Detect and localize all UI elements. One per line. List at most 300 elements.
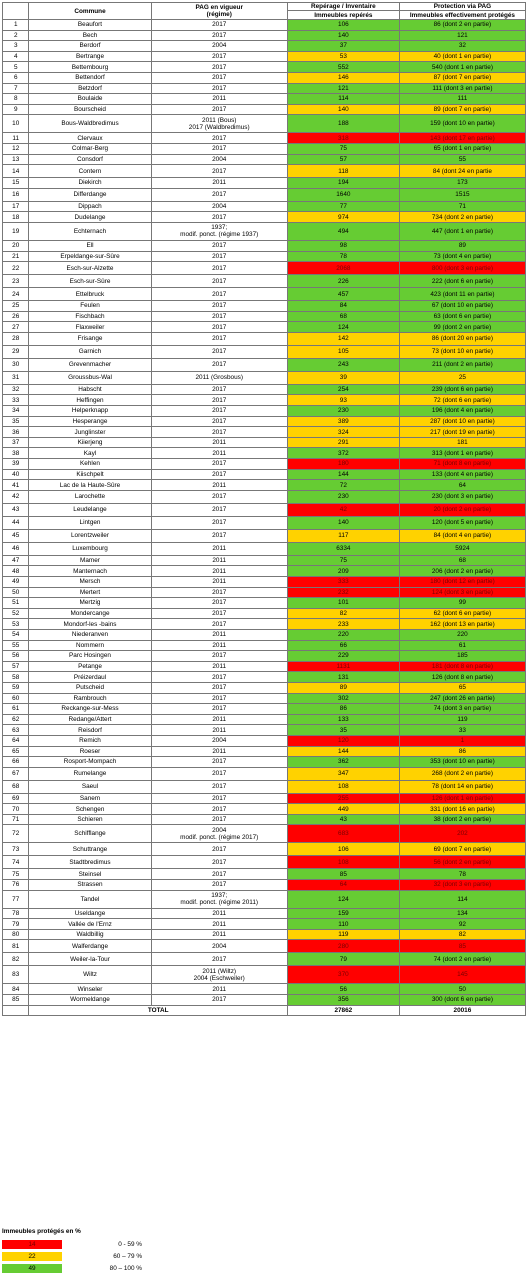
proteges-cell: 62 (dont 6 en partie)	[399, 608, 525, 619]
pag-cell: 2017	[151, 598, 287, 609]
row-number: 76	[3, 880, 29, 891]
row-number: 18	[3, 212, 29, 223]
reperes-cell: 85	[287, 869, 399, 880]
total-row	[3, 1005, 526, 1015]
row-number: 25	[3, 301, 29, 312]
pag-cell: 2017	[151, 587, 287, 598]
row-number: 41	[3, 480, 29, 491]
row-number: 59	[3, 682, 29, 693]
proteges-cell: 86 (dont 20 en partie)	[399, 332, 525, 345]
table-row	[3, 345, 526, 358]
table-row	[3, 311, 526, 322]
pag-cell: 2004	[151, 41, 287, 52]
table-row	[3, 427, 526, 438]
commune-cell: Ettelbruck	[29, 288, 151, 301]
table-row	[3, 83, 526, 94]
row-number: 14	[3, 165, 29, 178]
table-row	[3, 275, 526, 288]
commune-cell: Stadtbredimus	[29, 856, 151, 869]
table-row	[3, 94, 526, 105]
legend	[2, 1228, 302, 1275]
row-number: 78	[3, 908, 29, 919]
pag-cell: 2017	[151, 682, 287, 693]
table-row	[3, 251, 526, 262]
table-row	[3, 587, 526, 598]
proteges-cell: 20 (dont 2 en partie)	[399, 503, 525, 516]
pag-cell: 2017	[151, 288, 287, 301]
commune-cell: Dudelange	[29, 212, 151, 223]
row-number: 37	[3, 437, 29, 448]
row-number: 84	[3, 984, 29, 995]
proteges-cell: 84 (dont 24 en partie	[399, 165, 525, 178]
pag-cell: 2011	[151, 640, 287, 651]
table-row	[3, 735, 526, 746]
proteges-cell: 63 (dont 6 en partie)	[399, 311, 525, 322]
reperes-cell: 86	[287, 704, 399, 715]
reperes-cell: 105	[287, 345, 399, 358]
table-row	[3, 201, 526, 212]
legend-range: 80 – 100 %	[109, 1264, 142, 1272]
reperes-cell: 133	[287, 714, 399, 725]
commune-cell: Contern	[29, 165, 151, 178]
proteges-cell: 40 (dont 1 en partie)	[399, 51, 525, 62]
table-row	[3, 371, 526, 384]
commune-cell: Bourscheid	[29, 104, 151, 115]
reperes-cell: 75	[287, 555, 399, 566]
reperes-cell: 146	[287, 72, 399, 83]
table-row	[3, 598, 526, 609]
header-number	[3, 3, 29, 20]
row-number: 21	[3, 251, 29, 262]
reperes-cell: 180	[287, 459, 399, 470]
legend-swatch: 22	[2, 1252, 62, 1261]
pag-cell: 2017	[151, 619, 287, 630]
commune-cell: Reisdorf	[29, 725, 151, 736]
commune-cell: Mertert	[29, 587, 151, 598]
row-number: 80	[3, 929, 29, 940]
row-number: 4	[3, 51, 29, 62]
table-row	[3, 154, 526, 165]
pag-cell: 2011	[151, 919, 287, 930]
table-row	[3, 929, 526, 940]
proteges-cell: 230 (dont 3 en partie)	[399, 490, 525, 503]
row-number: 3	[3, 41, 29, 52]
header-pag: PAG en vigueur (régime)	[151, 3, 287, 20]
proteges-cell: 217 (dont 19 en partie)	[399, 427, 525, 438]
table-row	[3, 222, 526, 240]
commune-cell: Saeul	[29, 780, 151, 793]
commune-cell: Esch-sur-Sûre	[29, 275, 151, 288]
reperes-cell: 347	[287, 767, 399, 780]
pag-cell: 2017	[151, 793, 287, 804]
pag-cell: 2017	[151, 345, 287, 358]
table-row	[3, 72, 526, 83]
total-label: TOTAL	[29, 1005, 287, 1015]
commune-cell: Ell	[29, 240, 151, 251]
table-row	[3, 856, 526, 869]
pag-cell: 2017	[151, 490, 287, 503]
total-proteges: 20016	[399, 1005, 525, 1015]
reperes-cell: 494	[287, 222, 399, 240]
row-number: 63	[3, 725, 29, 736]
row-number: 49	[3, 577, 29, 588]
row-number: 33	[3, 395, 29, 406]
row-number: 66	[3, 757, 29, 768]
table-row	[3, 804, 526, 815]
commune-cell: Niederanven	[29, 629, 151, 640]
pag-cell: 2017	[151, 51, 287, 62]
pag-cell: 2011	[151, 566, 287, 577]
table-row	[3, 469, 526, 480]
row-number: 24	[3, 288, 29, 301]
reperes-cell: 119	[287, 929, 399, 940]
pag-cell: 2017	[151, 240, 287, 251]
commune-cell: Putscheid	[29, 682, 151, 693]
header-proteges: Immeubles effectivement protégés	[399, 11, 525, 20]
row-number: 20	[3, 240, 29, 251]
proteges-cell: 89 (dont 7 en partie)	[399, 104, 525, 115]
row-number: 83	[3, 966, 29, 984]
table-row	[3, 448, 526, 459]
proteges-cell: 5924	[399, 542, 525, 555]
reperes-cell: 356	[287, 995, 399, 1006]
row-number: 6	[3, 72, 29, 83]
proteges-cell: 74 (dont 3 en partie)	[399, 704, 525, 715]
table-row	[3, 262, 526, 275]
proteges-cell: 126 (dont 8 en partie)	[399, 672, 525, 683]
proteges-cell: 86 (dont 2 en partie)	[399, 20, 525, 31]
table-row	[3, 767, 526, 780]
commune-cell: Diekirch	[29, 178, 151, 189]
reperes-cell: 159	[287, 908, 399, 919]
proteges-cell: 220	[399, 629, 525, 640]
proteges-cell: 1	[399, 735, 525, 746]
table-row	[3, 529, 526, 542]
proteges-cell: 56 (dont 2 en partie)	[399, 856, 525, 869]
commune-cell: Wiltz	[29, 966, 151, 984]
commune-cell: Groussbus-Wal	[29, 371, 151, 384]
proteges-cell: 222 (dont 6 en partie)	[399, 275, 525, 288]
commune-cell: Flaxweiler	[29, 322, 151, 333]
commune-cell: Strassen	[29, 880, 151, 891]
reperes-cell: 370	[287, 966, 399, 984]
row-number: 52	[3, 608, 29, 619]
commune-cell: Luxembourg	[29, 542, 151, 555]
commune-cell: Beaufort	[29, 20, 151, 31]
commune-cell: Habscht	[29, 384, 151, 395]
row-number: 13	[3, 154, 29, 165]
proteges-cell: 239 (dont 6 en partie)	[399, 384, 525, 395]
proteges-cell: 287 (dont 10 en partie)	[399, 416, 525, 427]
proteges-cell: 121	[399, 30, 525, 41]
commune-cell: Leudelange	[29, 503, 151, 516]
reperes-cell: 1640	[287, 188, 399, 201]
table-row	[3, 793, 526, 804]
table-row	[3, 629, 526, 640]
row-number: 42	[3, 490, 29, 503]
table-row	[3, 542, 526, 555]
reperes-cell: 117	[287, 529, 399, 542]
reperes-cell: 78	[287, 251, 399, 262]
proteges-cell: 800 (dont 3 en partie)	[399, 262, 525, 275]
row-number: 58	[3, 672, 29, 683]
proteges-cell: 71	[399, 201, 525, 212]
reperes-cell: 131	[287, 672, 399, 683]
pag-cell: 2017	[151, 995, 287, 1006]
table-row	[3, 890, 526, 908]
table-row	[3, 608, 526, 619]
commune-cell: Mamer	[29, 555, 151, 566]
reperes-cell: 226	[287, 275, 399, 288]
row-number: 2	[3, 30, 29, 41]
reperes-cell: 124	[287, 322, 399, 333]
row-number: 10	[3, 115, 29, 133]
row-number: 51	[3, 598, 29, 609]
legend-item	[2, 1239, 302, 1249]
reperes-cell: 75	[287, 143, 399, 154]
commune-cell: Mertzig	[29, 598, 151, 609]
row-number: 43	[3, 503, 29, 516]
pag-cell: 2011	[151, 746, 287, 757]
pag-cell: 2017	[151, 516, 287, 529]
row-number: 44	[3, 516, 29, 529]
commune-cell: Steinsel	[29, 869, 151, 880]
pag-cell: 2017	[151, 757, 287, 768]
proteges-cell: 92	[399, 919, 525, 930]
table-row	[3, 384, 526, 395]
pag-cell: 2011	[151, 94, 287, 105]
pag-cell: 2017	[151, 251, 287, 262]
legend-title: Immeubles protégés en %	[2, 1228, 81, 1235]
commune-cell: Redange/Attert	[29, 714, 151, 725]
pag-cell: 2017	[151, 416, 287, 427]
table-row	[3, 104, 526, 115]
pag-cell: 1937; modif. ponct. (régime 1937)	[151, 222, 287, 240]
commune-cell: Consdorf	[29, 154, 151, 165]
reperes-cell: 57	[287, 154, 399, 165]
row-number: 61	[3, 704, 29, 715]
pag-cell: 2017	[151, 20, 287, 31]
proteges-cell: 32	[399, 41, 525, 52]
proteges-cell: 133 (dont 4 en partie)	[399, 469, 525, 480]
commune-cell: Colmar-Berg	[29, 143, 151, 154]
pag-cell: 2017	[151, 332, 287, 345]
row-number: 32	[3, 384, 29, 395]
pag-cell: 2017	[151, 651, 287, 662]
total-spacer	[3, 1005, 29, 1015]
pag-cell: 2011	[151, 480, 287, 491]
proteges-cell: 78	[399, 869, 525, 880]
commune-cell: Echternach	[29, 222, 151, 240]
pag-cell: 2017	[151, 608, 287, 619]
commune-cell: Wormeldange	[29, 995, 151, 1006]
row-number: 23	[3, 275, 29, 288]
commune-cell: Garnich	[29, 345, 151, 358]
row-number: 67	[3, 767, 29, 780]
commune-cell: Betzdorf	[29, 83, 151, 94]
row-number: 72	[3, 825, 29, 843]
commune-cell: Larochette	[29, 490, 151, 503]
table-row	[3, 133, 526, 144]
pag-cell: 2011	[151, 929, 287, 940]
reperes-cell: 144	[287, 469, 399, 480]
pag-cell: 2004 modif. ponct. (régime 2017)	[151, 825, 287, 843]
proteges-cell: 65 (dont 1 en partie)	[399, 143, 525, 154]
table-row	[3, 725, 526, 736]
row-number: 85	[3, 995, 29, 1006]
proteges-cell: 134	[399, 908, 525, 919]
commune-cell: Manternach	[29, 566, 151, 577]
reperes-cell: 974	[287, 212, 399, 223]
header-commune: Commune	[29, 3, 151, 20]
pag-cell: 2011 (Bous) 2017 (Waldbredimus)	[151, 115, 287, 133]
reperes-cell: 291	[287, 437, 399, 448]
table-row	[3, 516, 526, 529]
proteges-cell: 1515	[399, 188, 525, 201]
proteges-cell: 111	[399, 94, 525, 105]
pag-cell: 2017	[151, 188, 287, 201]
reperes-cell: 302	[287, 693, 399, 704]
proteges-cell: 114	[399, 890, 525, 908]
pag-cell: 2017	[151, 165, 287, 178]
table-row	[3, 115, 526, 133]
proteges-cell: 206 (dont 2 en partie)	[399, 566, 525, 577]
commune-cell: Schengen	[29, 804, 151, 815]
reperes-cell: 108	[287, 780, 399, 793]
proteges-cell: 99 (dont 2 en partie)	[399, 322, 525, 333]
pag-cell: 2011	[151, 437, 287, 448]
pag-cell: 2017	[151, 427, 287, 438]
pag-cell: 2017	[151, 869, 287, 880]
reperes-cell: 53	[287, 51, 399, 62]
reperes-cell: 79	[287, 953, 399, 966]
pag-cell: 2017	[151, 262, 287, 275]
proteges-cell: 331 (dont 16 en partie)	[399, 804, 525, 815]
pag-cell: 2017	[151, 275, 287, 288]
commune-cell: Mondercange	[29, 608, 151, 619]
commune-cell: Bettendorf	[29, 72, 151, 83]
proteges-cell: 423 (dont 11 en partie)	[399, 288, 525, 301]
row-number: 8	[3, 94, 29, 105]
row-number: 7	[3, 83, 29, 94]
table-row	[3, 966, 526, 984]
reperes-cell: 124	[287, 890, 399, 908]
row-number: 54	[3, 629, 29, 640]
table-row	[3, 714, 526, 725]
proteges-cell: 73 (dont 10 en partie)	[399, 345, 525, 358]
table-row	[3, 693, 526, 704]
commune-cell: Roeser	[29, 746, 151, 757]
reperes-cell: 101	[287, 598, 399, 609]
table-row	[3, 984, 526, 995]
proteges-cell: 211 (dont 2 en partie)	[399, 358, 525, 371]
proteges-cell: 247 (dont 26 en partie)	[399, 693, 525, 704]
table-row	[3, 825, 526, 843]
proteges-cell: 99	[399, 598, 525, 609]
table-row	[3, 459, 526, 470]
pag-cell: 2017	[151, 83, 287, 94]
table-row	[3, 746, 526, 757]
reperes-cell: 84	[287, 301, 399, 312]
reperes-cell: 42	[287, 503, 399, 516]
reperes-cell: 255	[287, 793, 399, 804]
commune-cell: Esch-sur-Alzette	[29, 262, 151, 275]
reperes-cell: 66	[287, 640, 399, 651]
table-row	[3, 62, 526, 73]
proteges-cell: 89	[399, 240, 525, 251]
table-row	[3, 682, 526, 693]
pag-cell: 2017	[151, 104, 287, 115]
legend-range: 0 - 59 %	[118, 1240, 142, 1248]
proteges-cell: 353 (dont 10 en partie)	[399, 757, 525, 768]
reperes-cell: 280	[287, 940, 399, 953]
legend-item	[2, 1251, 302, 1261]
proteges-cell: 73 (dont 4 en partie)	[399, 251, 525, 262]
row-number: 70	[3, 804, 29, 815]
commune-cell: Vallée de l'Ernz	[29, 919, 151, 930]
commune-cell: Boulaide	[29, 94, 151, 105]
commune-cell: Reckange-sur-Mess	[29, 704, 151, 715]
table-row	[3, 843, 526, 856]
pag-cell: 2017	[151, 704, 287, 715]
pag-cell: 2017	[151, 301, 287, 312]
commune-cell: Lorentzweiler	[29, 529, 151, 542]
commune-cell: Grevenmacher	[29, 358, 151, 371]
reperes-cell: 108	[287, 856, 399, 869]
row-number: 36	[3, 427, 29, 438]
commune-cell: Frisange	[29, 332, 151, 345]
row-number: 19	[3, 222, 29, 240]
proteges-cell: 181	[399, 437, 525, 448]
pag-cell: 2017	[151, 384, 287, 395]
table-row	[3, 51, 526, 62]
proteges-cell: 61	[399, 640, 525, 651]
commune-cell: Junglinster	[29, 427, 151, 438]
proteges-cell: 64	[399, 480, 525, 491]
table-row	[3, 20, 526, 31]
pag-cell: 2011	[151, 178, 287, 189]
reperes-cell: 372	[287, 448, 399, 459]
commune-cell: Differdange	[29, 188, 151, 201]
pag-cell: 2011	[151, 661, 287, 672]
table-row	[3, 490, 526, 503]
table-row	[3, 358, 526, 371]
reperes-cell: 106	[287, 20, 399, 31]
pag-cell: 2017	[151, 843, 287, 856]
reperes-cell: 233	[287, 619, 399, 630]
proteges-cell: 82	[399, 929, 525, 940]
reperes-cell: 552	[287, 62, 399, 73]
commune-cell: Feulen	[29, 301, 151, 312]
row-number: 17	[3, 201, 29, 212]
reperes-cell: 118	[287, 165, 399, 178]
table-row	[3, 178, 526, 189]
table-row	[3, 395, 526, 406]
reperes-cell: 1131	[287, 661, 399, 672]
proteges-cell: 68	[399, 555, 525, 566]
row-number: 45	[3, 529, 29, 542]
commune-cell: Schieren	[29, 814, 151, 825]
table-row	[3, 555, 526, 566]
row-number: 38	[3, 448, 29, 459]
proteges-cell: 185	[399, 651, 525, 662]
commune-cell: Sanem	[29, 793, 151, 804]
pag-cell: 2011 (Grosbous)	[151, 371, 287, 384]
row-number: 22	[3, 262, 29, 275]
row-number: 30	[3, 358, 29, 371]
row-number: 68	[3, 780, 29, 793]
pag-cell: 2011 (Wiltz) 2004 (Eschweiler)	[151, 966, 287, 984]
